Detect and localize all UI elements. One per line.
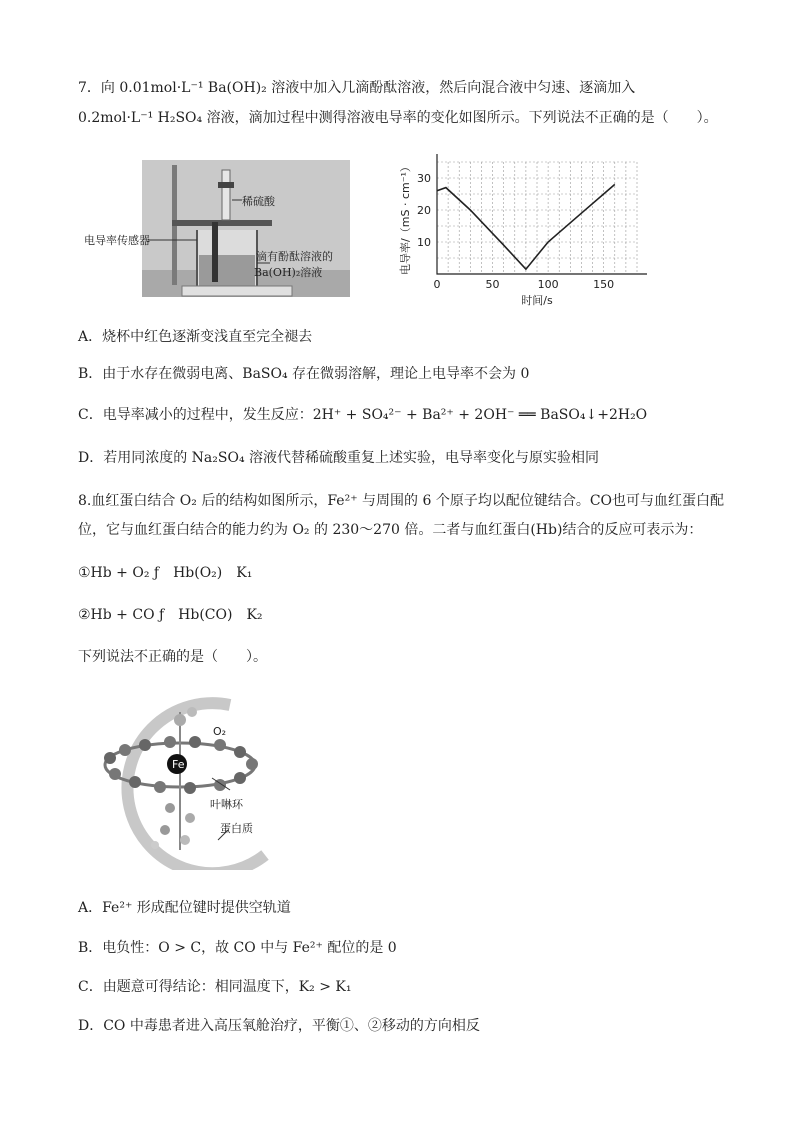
q7-option-d: D．若用同浓度的 Na₂SO₄ 溶液代替稀硫酸重复上述实验，电导率变化与原实验相同 — [78, 450, 600, 466]
label-ring: 叶啉环 — [210, 798, 243, 811]
heme-figure — [80, 690, 300, 870]
label-sensor: 电导率传感器 — [84, 234, 150, 247]
o2-atom-1 — [174, 714, 186, 726]
o2-atom-2 — [187, 707, 197, 717]
label-protein: 蛋白质 — [220, 822, 253, 835]
reaction-2: ②Hb + CO ƒ Hb(CO) K₂ — [78, 607, 263, 623]
q7-stem-line-2: 0.2mol·L⁻¹ H₂SO₄ 溶液，滴加过程中测得溶液电导率的变化如图所示。下列说法不正确的是（ ）。 — [78, 110, 718, 126]
q8-option-b: B．电负性：O > C，故 CO 中与 Fe²⁺ 配位的是 0 — [78, 940, 397, 956]
x-tick-label: 150 — [593, 278, 615, 291]
x-axis-label: 时间/s — [521, 294, 553, 307]
q8-stem-line-1: 8.血红蛋白结合 O₂ 后的结构如图所示，Fe²⁺ 与周围的 6 个原子均以配位键结合。CO也可与血红蛋白配 — [78, 493, 725, 509]
q8-option-c: C．由题意可得结论：相同温度下，K₂ > K₁ — [78, 979, 352, 995]
q7-option-c: C．电导率减小的过程中，发生反应：2H⁺ + SO₄²⁻ + Ba²⁺ + 2OH⁻ ══ BaSO₄↓+2H₂O — [78, 407, 648, 423]
q7-option-b: B．由于水存在微弱电离、BaSO₄ 存在微弱溶解，理论上电导率不会为 0 — [78, 366, 530, 382]
x-tick-label: 50 — [485, 278, 500, 291]
chart-axes — [437, 154, 647, 274]
apparatus-photo — [142, 160, 350, 297]
q8-option-a: A．Fe²⁺ 形成配位键时提供空轨道 — [78, 900, 291, 916]
label-o2: O₂ — [213, 725, 227, 738]
q7-option-a: A．烧杯中红色逐渐变浅直至完全褪去 — [78, 329, 313, 345]
q8-question: 下列说法不正确的是（ ）。 — [78, 649, 267, 665]
y-tick-label: 20 — [417, 204, 431, 217]
reaction-1: ①Hb + O₂ ƒ Hb(O₂) K₁ — [78, 565, 253, 581]
label-acid: 稀硫酸 — [242, 195, 275, 208]
y-axis-label: 电导率/（mS · cm⁻¹） — [399, 161, 412, 275]
conductivity-chart — [395, 152, 655, 312]
label-solution-1: 滴有酚酞溶液的 — [256, 250, 333, 263]
label-fe: Fe — [172, 758, 185, 771]
axis-lines — [437, 154, 647, 274]
q8-option-d: D．CO 中毒患者进入高压氧舱治疗，平衡①、②移动的方向相反 — [78, 1018, 480, 1034]
q7-stem-line-1: 7．向 0.01mol·L⁻¹ Ba(OH)₂ 溶液中加入几滴酚酞溶液，然后向混合液中匀速、逐滴加入 — [78, 80, 636, 96]
chart-ticks — [417, 172, 614, 291]
chart-grid — [437, 162, 637, 274]
y-tick-label: 10 — [417, 236, 431, 249]
x-tick-label: 0 — [433, 278, 441, 291]
x-tick-label: 100 — [537, 278, 559, 291]
label-solution-2: Ba(OH)₂溶液 — [254, 266, 323, 279]
q8-stem-line-2: 位，它与血红蛋白结合的能力约为 O₂ 的 230～270 倍。二者与血红蛋白(Hb)结合的反应可表示为： — [78, 522, 703, 538]
y-tick-label: 30 — [417, 172, 431, 185]
